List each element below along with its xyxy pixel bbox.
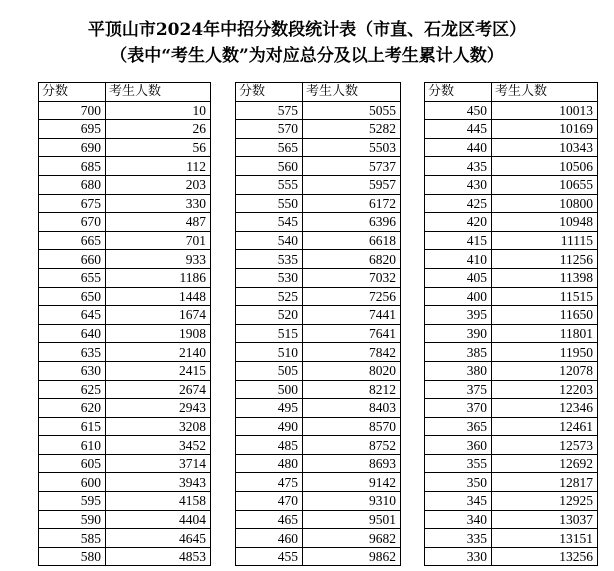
score-cell: 330 [425, 547, 492, 566]
score-cell: 335 [425, 529, 492, 548]
column-spacer [401, 473, 425, 492]
column-spacer [211, 175, 236, 194]
score-cell: 495 [236, 399, 303, 418]
score-cell: 475 [236, 473, 303, 492]
count-cell: 6820 [303, 250, 401, 269]
count-cell: 11115 [492, 231, 598, 250]
score-cell: 460 [236, 529, 303, 548]
count-cell: 4158 [106, 492, 211, 511]
score-cell: 420 [425, 213, 492, 232]
count-cell: 8752 [303, 436, 401, 455]
count-cell: 1186 [106, 268, 211, 287]
score-cell: 545 [236, 213, 303, 232]
column-spacer [401, 213, 425, 232]
count-cell: 3208 [106, 417, 211, 436]
score-cell: 520 [236, 306, 303, 325]
table-row [39, 250, 598, 269]
column-spacer [211, 213, 236, 232]
count-cell: 8020 [303, 361, 401, 380]
count-cell: 6618 [303, 231, 401, 250]
column-spacer [401, 138, 425, 157]
count-cell: 56 [106, 138, 211, 157]
header-count-3: 考生人数 [492, 83, 598, 102]
score-cell: 410 [425, 250, 492, 269]
count-cell: 8212 [303, 380, 401, 399]
score-cell: 675 [39, 194, 106, 213]
score-cell: 590 [39, 510, 106, 529]
count-cell: 5737 [303, 157, 401, 176]
score-cell: 395 [425, 306, 492, 325]
score-cell: 350 [425, 473, 492, 492]
column-spacer [401, 510, 425, 529]
score-cell: 535 [236, 250, 303, 269]
table-row [39, 213, 598, 232]
score-distribution-table [38, 82, 598, 566]
score-cell: 340 [425, 510, 492, 529]
table-header-row [39, 83, 598, 102]
count-cell: 2140 [106, 343, 211, 362]
column-spacer [401, 324, 425, 343]
count-cell: 9682 [303, 529, 401, 548]
score-cell: 620 [39, 399, 106, 418]
score-cell: 695 [39, 120, 106, 139]
column-spacer [401, 175, 425, 194]
count-cell: 11950 [492, 343, 598, 362]
score-cell: 585 [39, 529, 106, 548]
column-spacer [211, 454, 236, 473]
score-cell: 360 [425, 436, 492, 455]
count-cell: 9862 [303, 547, 401, 566]
table-row [39, 380, 598, 399]
score-cell: 635 [39, 343, 106, 362]
column-spacer [211, 120, 236, 139]
count-cell: 10343 [492, 138, 598, 157]
count-cell: 2415 [106, 361, 211, 380]
count-cell: 112 [106, 157, 211, 176]
count-cell: 7441 [303, 306, 401, 325]
count-cell: 9501 [303, 510, 401, 529]
table-row [39, 473, 598, 492]
column-spacer [211, 157, 236, 176]
count-cell: 7032 [303, 268, 401, 287]
column-spacer [211, 343, 236, 362]
score-cell: 690 [39, 138, 106, 157]
score-cell: 370 [425, 399, 492, 418]
score-cell: 480 [236, 454, 303, 473]
score-cell: 685 [39, 157, 106, 176]
count-cell: 1908 [106, 324, 211, 343]
count-cell: 11256 [492, 250, 598, 269]
column-spacer [211, 399, 236, 418]
column-spacer [211, 492, 236, 511]
table-row [39, 492, 598, 511]
count-cell: 10 [106, 101, 211, 120]
column-spacer [401, 454, 425, 473]
count-cell: 487 [106, 213, 211, 232]
table-row [39, 287, 598, 306]
score-cell: 465 [236, 510, 303, 529]
score-cell: 570 [236, 120, 303, 139]
column-spacer [211, 510, 236, 529]
table-row [39, 138, 598, 157]
score-cell: 575 [236, 101, 303, 120]
count-cell: 12817 [492, 473, 598, 492]
score-cell: 595 [39, 492, 106, 511]
table-row [39, 157, 598, 176]
count-cell: 6396 [303, 213, 401, 232]
score-cell: 680 [39, 175, 106, 194]
count-cell: 10948 [492, 213, 598, 232]
score-cell: 515 [236, 324, 303, 343]
score-cell: 625 [39, 380, 106, 399]
column-spacer [211, 83, 236, 102]
column-spacer [211, 306, 236, 325]
table-row [39, 306, 598, 325]
header-score-3: 分数 [425, 83, 492, 102]
column-spacer [211, 138, 236, 157]
score-cell: 435 [425, 157, 492, 176]
column-spacer [401, 399, 425, 418]
count-cell: 12461 [492, 417, 598, 436]
score-cell: 565 [236, 138, 303, 157]
count-cell: 8403 [303, 399, 401, 418]
column-spacer [211, 250, 236, 269]
count-cell: 11515 [492, 287, 598, 306]
column-spacer [211, 194, 236, 213]
count-cell: 10655 [492, 175, 598, 194]
count-cell: 13256 [492, 547, 598, 566]
count-cell: 10169 [492, 120, 598, 139]
count-cell: 12573 [492, 436, 598, 455]
count-cell: 7641 [303, 324, 401, 343]
column-spacer [401, 343, 425, 362]
column-spacer [401, 306, 425, 325]
column-spacer [211, 231, 236, 250]
score-cell: 670 [39, 213, 106, 232]
count-cell: 7842 [303, 343, 401, 362]
score-cell: 650 [39, 287, 106, 306]
score-cell: 345 [425, 492, 492, 511]
count-cell: 10800 [492, 194, 598, 213]
count-cell: 8693 [303, 454, 401, 473]
column-spacer [401, 157, 425, 176]
header-count-1: 考生人数 [106, 83, 211, 102]
count-cell: 3714 [106, 454, 211, 473]
score-cell: 440 [425, 138, 492, 157]
score-cell: 525 [236, 287, 303, 306]
column-spacer [401, 194, 425, 213]
table-row [39, 417, 598, 436]
column-spacer [211, 324, 236, 343]
count-cell: 12925 [492, 492, 598, 511]
column-spacer [211, 529, 236, 548]
table-row [39, 120, 598, 139]
score-cell: 660 [39, 250, 106, 269]
score-cell: 550 [236, 194, 303, 213]
column-spacer [211, 380, 236, 399]
count-cell: 4404 [106, 510, 211, 529]
column-spacer [401, 83, 425, 102]
score-cell: 415 [425, 231, 492, 250]
score-cell: 665 [39, 231, 106, 250]
score-cell: 580 [39, 547, 106, 566]
count-cell: 12203 [492, 380, 598, 399]
table-row [39, 510, 598, 529]
score-cell: 445 [425, 120, 492, 139]
score-cell: 505 [236, 361, 303, 380]
table-title: 平顶山市2024年中招分数段统计表（市直、石龙区考区） [87, 20, 527, 40]
count-cell: 12078 [492, 361, 598, 380]
score-cell: 530 [236, 268, 303, 287]
score-cell: 365 [425, 417, 492, 436]
column-spacer [401, 436, 425, 455]
count-cell: 3943 [106, 473, 211, 492]
count-cell: 13037 [492, 510, 598, 529]
score-cell: 405 [425, 268, 492, 287]
score-cell: 400 [425, 287, 492, 306]
score-cell: 455 [236, 547, 303, 566]
count-cell: 5957 [303, 175, 401, 194]
column-spacer [211, 436, 236, 455]
table-row [39, 194, 598, 213]
count-cell: 6172 [303, 194, 401, 213]
score-cell: 500 [236, 380, 303, 399]
score-cell: 540 [236, 231, 303, 250]
score-cell: 375 [425, 380, 492, 399]
count-cell: 11650 [492, 306, 598, 325]
count-cell: 4645 [106, 529, 211, 548]
column-spacer [401, 231, 425, 250]
score-cell: 655 [39, 268, 106, 287]
score-cell: 450 [425, 101, 492, 120]
table-row [39, 399, 598, 418]
count-cell: 3452 [106, 436, 211, 455]
table-row [39, 361, 598, 380]
score-cell: 485 [236, 436, 303, 455]
table-row [39, 268, 598, 287]
column-spacer [211, 547, 236, 566]
table-row [39, 231, 598, 250]
count-cell: 701 [106, 231, 211, 250]
count-cell: 2943 [106, 399, 211, 418]
column-spacer [401, 120, 425, 139]
count-cell: 2674 [106, 380, 211, 399]
score-cell: 555 [236, 175, 303, 194]
column-spacer [211, 287, 236, 306]
count-cell: 933 [106, 250, 211, 269]
header-score-1: 分数 [39, 83, 106, 102]
column-spacer [401, 250, 425, 269]
count-cell: 9142 [303, 473, 401, 492]
column-spacer [211, 268, 236, 287]
score-cell: 645 [39, 306, 106, 325]
count-cell: 10013 [492, 101, 598, 120]
column-spacer [211, 101, 236, 120]
table-row [39, 175, 598, 194]
column-spacer [401, 101, 425, 120]
count-cell: 12346 [492, 399, 598, 418]
count-cell: 10506 [492, 157, 598, 176]
score-cell: 700 [39, 101, 106, 120]
count-cell: 330 [106, 194, 211, 213]
column-spacer [401, 529, 425, 548]
column-spacer [401, 287, 425, 306]
score-cell: 390 [425, 324, 492, 343]
count-cell: 7256 [303, 287, 401, 306]
score-cell: 490 [236, 417, 303, 436]
score-cell: 560 [236, 157, 303, 176]
column-spacer [211, 417, 236, 436]
column-spacer [401, 492, 425, 511]
table-row [39, 436, 598, 455]
column-spacer [401, 268, 425, 287]
count-cell: 1674 [106, 306, 211, 325]
table-row [39, 324, 598, 343]
table-row [39, 454, 598, 473]
score-cell: 385 [425, 343, 492, 362]
count-cell: 203 [106, 175, 211, 194]
score-cell: 355 [425, 454, 492, 473]
table-body [39, 101, 598, 566]
header-score-2: 分数 [236, 83, 303, 102]
score-cell: 630 [39, 361, 106, 380]
count-cell: 5503 [303, 138, 401, 157]
count-cell: 12692 [492, 454, 598, 473]
count-cell: 9310 [303, 492, 401, 511]
score-cell: 380 [425, 361, 492, 380]
count-cell: 1448 [106, 287, 211, 306]
header-count-2: 考生人数 [303, 83, 401, 102]
score-cell: 600 [39, 473, 106, 492]
table-row [39, 343, 598, 362]
column-spacer [401, 547, 425, 566]
count-cell: 26 [106, 120, 211, 139]
score-cell: 615 [39, 417, 106, 436]
column-spacer [211, 473, 236, 492]
count-cell: 11801 [492, 324, 598, 343]
count-cell: 5055 [303, 101, 401, 120]
count-cell: 5282 [303, 120, 401, 139]
table-row [39, 529, 598, 548]
count-cell: 11398 [492, 268, 598, 287]
table-subtitle: （表中“考生人数”为对应总分及以上考生累计人数） [110, 46, 504, 66]
column-spacer [401, 417, 425, 436]
score-cell: 470 [236, 492, 303, 511]
score-cell: 640 [39, 324, 106, 343]
table-row [39, 101, 598, 120]
score-cell: 430 [425, 175, 492, 194]
count-cell: 4853 [106, 547, 211, 566]
count-cell: 8570 [303, 417, 401, 436]
table-row [39, 547, 598, 566]
score-cell: 425 [425, 194, 492, 213]
score-cell: 510 [236, 343, 303, 362]
score-cell: 610 [39, 436, 106, 455]
count-cell: 13151 [492, 529, 598, 548]
column-spacer [401, 380, 425, 399]
column-spacer [211, 361, 236, 380]
column-spacer [401, 361, 425, 380]
score-cell: 605 [39, 454, 106, 473]
